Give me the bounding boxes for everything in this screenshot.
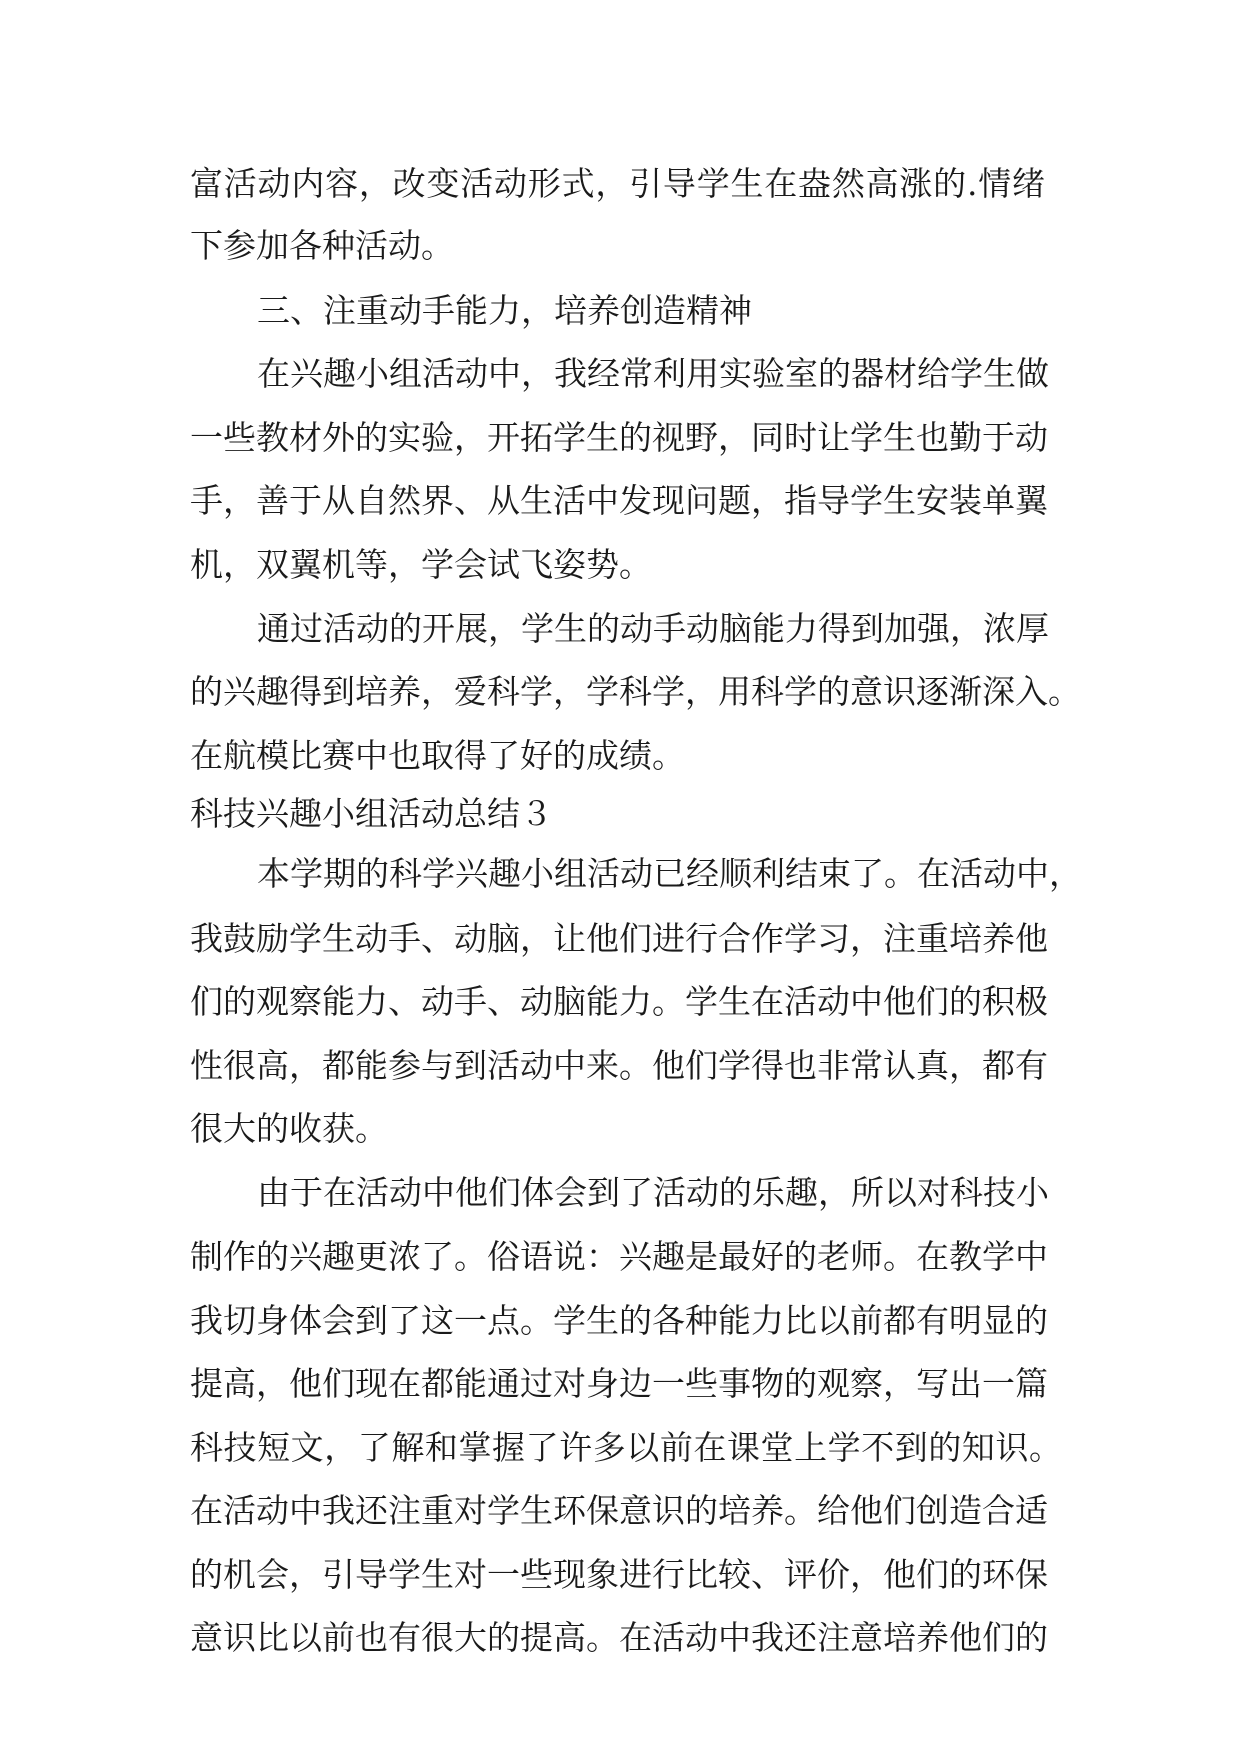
text-line: 机，双翼机等，学会试飞姿势。	[190, 545, 652, 584]
text-line: 我鼓励学生动手、动脑，让他们进行合作学习，注重培养他	[190, 919, 1048, 958]
text-line: 手，善于从自然界、从生活中发现问题，指导学生安装单翼	[190, 481, 1048, 520]
text-line: 提高，他们现在都能通过对身边一些事物的观察，写出一篇	[190, 1364, 1048, 1403]
text-line: 科技短文，了解和掌握了许多以前在课堂上学不到的知识。	[190, 1428, 1062, 1467]
text-line: 的兴趣得到培养，爱科学，学科学，用科学的意识逐渐深入。	[190, 672, 1081, 711]
text-line: 在兴趣小组活动中，我经常利用实验室的器材给学生做	[257, 354, 1049, 393]
text-line: 我切身体会到了这一点。学生的各种能力比以前都有明显的	[190, 1301, 1048, 1340]
text-line: 的机会，引导学生对一些现象进行比较、评价，他们的环保	[190, 1555, 1048, 1594]
section-title: 科技兴趣小组活动总结３	[190, 794, 553, 833]
text-line: 很大的收获。	[190, 1109, 388, 1148]
text-line: 本学期的科学兴趣小组活动已经顺利结束了。在活动中，	[257, 854, 1082, 893]
text-line: 通过活动的开展，学生的动手动脑能力得到加强，浓厚	[257, 609, 1049, 648]
text-line: 下参加各种活动。	[190, 226, 454, 265]
text-line: 性很高，都能参与到活动中来。他们学得也非常认真，都有	[190, 1046, 1048, 1085]
text-line: 制作的兴趣更浓了。俗语说：兴趣是最好的老师。在教学中	[190, 1237, 1048, 1276]
text-line: 一些教材外的实验，开拓学生的视野，同时让学生也勤于动	[190, 418, 1048, 457]
text-line: 由于在活动中他们体会到了活动的乐趣，所以对科技小	[257, 1173, 1049, 1212]
text-line: 意识比以前也有很大的提高。在活动中我还注意培养他们的	[190, 1618, 1048, 1657]
section-heading: 三、注重动手能力，培养创造精神	[257, 291, 752, 330]
text-line: 富活动内容，改变活动形式，引导学生在盎然高涨的.情绪	[190, 164, 1045, 203]
text-line: 在航模比赛中也取得了好的成绩。	[190, 736, 685, 775]
text-line: 在活动中我还注重对学生环保意识的培养。给他们创造合适	[190, 1491, 1048, 1530]
text-line: 们的观察能力、动手、动脑能力。学生在活动中他们的积极	[190, 982, 1048, 1021]
